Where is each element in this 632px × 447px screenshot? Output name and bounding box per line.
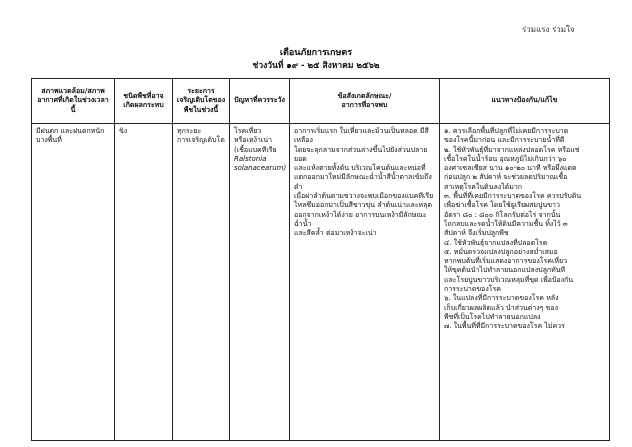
warning-table [31, 78, 610, 441]
column-header-stage: ระยะการ เจริญเติบโตของ พืชในช่วงนี้ [173, 79, 230, 124]
column-header-crop: ชนิดพืชที่อาจ เกิดผลกระทบ [115, 79, 173, 124]
column-header-symptoms: ข้อสังเกตลักษณะ/ อาการที่อาจพบ [290, 79, 440, 124]
page-subtitle: ช่วงวันที่ ๑๙ - ๒๕ สิงหาคม ๒๕๖๒ [252, 61, 380, 71]
page-title: เตือนภัยการเกษตร [279, 48, 353, 58]
table-row [32, 124, 610, 441]
column-header-prevention: แนวทางป้องกัน/แก้ไข [440, 79, 610, 124]
cell-problem: โรคเหี่ยว หรือเหง้าเน่า (เชื้อแบคทีเรีย Ralstonia solanacearum) [230, 124, 290, 441]
cell-prevention: ๑. ควรเลือกพื้นที่ปลูกที่ไม่เคยมีการระบาด ของโรคนี้มาก่อน และมีการระบายน้ำที่ดี ๒. ใช้หัวพันธุ์ที่มาจากแหล่งปลอดโรค หรือแช่ เชื้อโรคในน้ำร้อน อุณหภูมิไม่เกินกว่า ๖๐ องศาเซลเซียส นาน ๑๐-๒๐ นาที หรือผึ่งแดด ก่อนปลูก ๒ สัปดาห์ จะช่วยลดปริมาณเชื้อ สาเหตุโรคในดินลงได้มาก ๓. พื้นที่ที่เคยมีการระบาดของโรค ควรปรับดิน เพื่อฆ่าเชื้อโรค โดยใช้ยูเรียผสมปูนขาว อัตรา ๘๐ : ๘๐๐ กิโลกรัมต่อไร่ จากนั้น ไถกลบและรดน้ำให้ดินมีความชื้น ทิ้งไว้ ๓ สัปดาห์ จึงเริ่มปลูกพืช ๔. ใช้หัวพันธุ์จากแปลงที่ปลอดโรค ๕. หมั่นตรวจแปลงปลูกอย่างสม่ำเสมอ หากพบต้นที่เริ่มแสดงอาการของโรคเหี่ยว ให้ขุดต้นนำไปทำลายนอกแปลงปลูกทันที และโรยปูนขาวบริเวณหลุมที่ขุด เพื่อป้องกัน การระบาดของโรค ๖. ในแปลงที่มีการระบาดของโรค หลัง เก็บเกี่ยวผลผลิตแล้ว นำส่วนต่างๆ ของ พืชที่เป็นโรคไปทำลายนอกแปลง ๗. ในพื้นที่ที่มีการระบาดของโรค ไม่ควร [440, 124, 610, 441]
header-slogan: ร่วมแรง ร่วมใจ [522, 25, 575, 34]
cell-symptoms: อาการเริ่มแรก ใบเหี่ยวและม้วนเป็นหลอด มีสีเหลือง โดยจะลุกลามจากส่วนล่างขึ้นไปยังส่วนปลายยอด และแห้งตายทั้งต้น บริเวณโคนต้นและหน่อที่ แตกออกมาใหม่มีลักษณะฉ่ำน้ำสีน้ำตาลเข้มถึงดำ เมื่อผ่าลำต้นตามขวางจะพบเมือกของแบคทีเรีย ไหลซึมออกมาเป็นสีขาวขุ่น ลำต้นเน่าและหลุด ออกจากเหง้าได้ง่าย อาการบนเหง้ามีลักษณะฉ่ำน้ำ และสีคล้ำ ต่อมาเหง้าจะเน่า [290, 124, 440, 441]
cell-crop: ขิง [115, 124, 173, 441]
column-header-condition: สภาพแวดล้อม/สภาพ อากาศที่เกิดในช่วงเวลานี้ [32, 79, 115, 124]
column-header-problem: ปัญหาที่ควรระวัง [230, 79, 290, 124]
cell-stage: ทุกระยะ การเจริญเติบโต [173, 124, 230, 441]
cell-condition: มีฝนตก และฝนตกหนัก บางพื้นที่ [32, 124, 115, 441]
table-header-row [32, 79, 610, 124]
